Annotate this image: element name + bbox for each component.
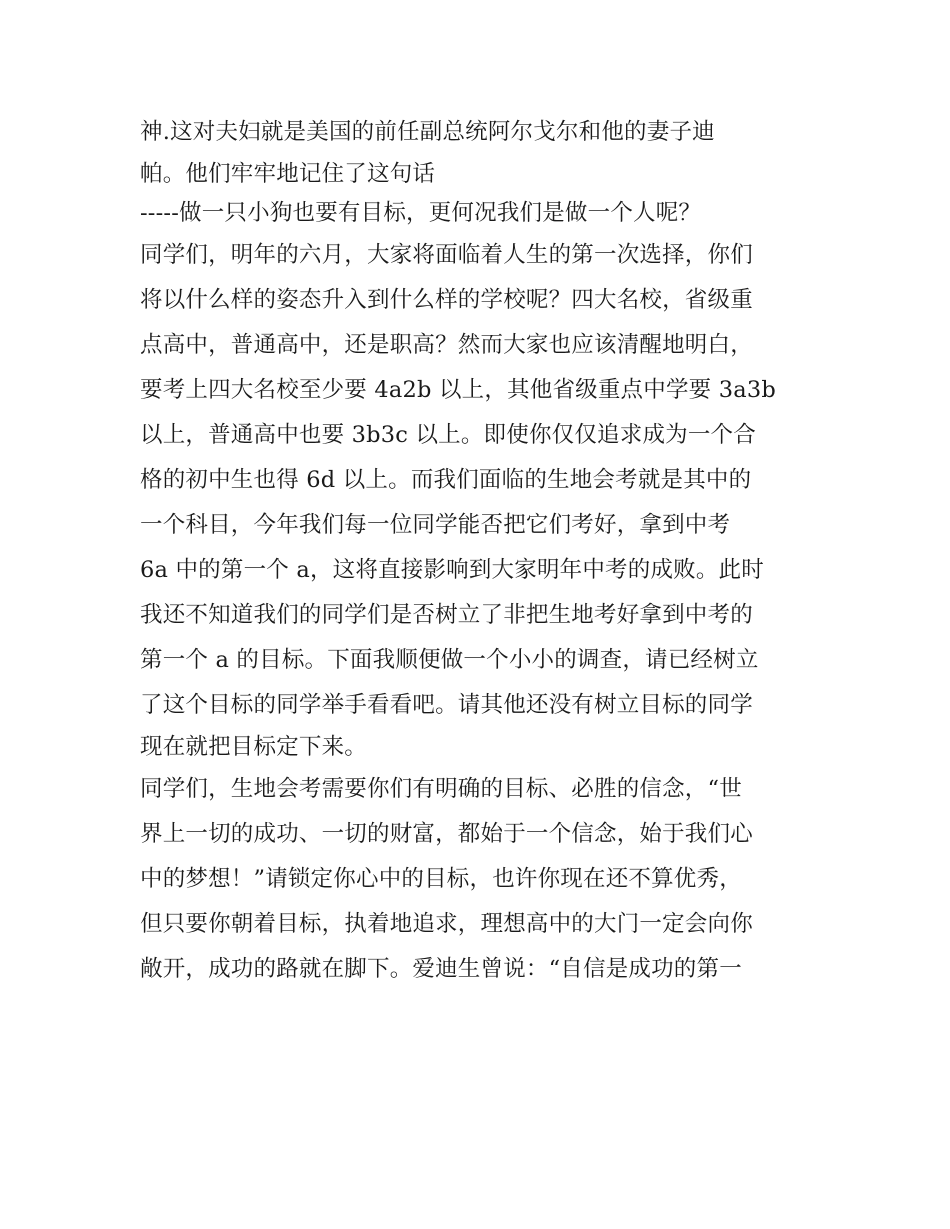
text-line: 界上一切的成功、一切的财富，都始于一个信念，始于我们心	[140, 821, 753, 847]
text-line: 将以什么样的姿态升入到什么样的学校呢？四大名校，省级重	[140, 287, 753, 313]
text-line: 要考上四大名校至少要 4a2b 以上，其他省级重点中学要 3a3b	[140, 377, 776, 403]
text-line: 神.这对夫妇就是美国的前任副总统阿尔戈尔和他的妻子迪	[140, 119, 715, 145]
text-line: -----做一只小狗也要有目标，更何况我们是做一个人呢？	[140, 200, 702, 226]
text-line: 中的梦想！”请锁定你心中的目标，也许你现在还不算优秀，	[140, 866, 742, 892]
text-line: 第一个 a 的目标。下面我顺便做一个小小的调查，请已经树立	[140, 647, 759, 673]
text-line: 一个科目，今年我们每一位同学能否把它们考好，拿到中考	[140, 512, 731, 538]
text-line: 但只要你朝着目标，执着地追求，理想高中的大门一定会向你	[140, 911, 753, 937]
body-text	[140, 110, 820, 992]
text-line: 帕。他们牢牢地记住了这句话	[140, 161, 436, 187]
text-line: 我还不知道我们的同学们是否树立了非把生地考好拿到中考的	[140, 602, 753, 628]
text-line: 现在就把目标定下来。	[140, 734, 368, 760]
text-line: 同学们，生地会考需要你们有明确的目标、必胜的信念，“世	[140, 776, 742, 802]
text-line: 点高中，普通高中，还是职高？然而大家也应该清醒地明白，	[140, 332, 753, 358]
text-line: 格的初中生也得 6d 以上。而我们面临的生地会考就是其中的	[140, 467, 752, 493]
text-line: 了这个目标的同学举手看看吧。请其他还没有树立目标的同学	[140, 692, 753, 718]
text-line: 敞开，成功的路就在脚下。爱迪生曾说：“自信是成功的第一	[140, 956, 742, 982]
text-line: 同学们，明年的六月，大家将面临着人生的第一次选择，你们	[140, 242, 753, 268]
text-line: 以上，普通高中也要 3b3c 以上。即使你仅仅追求成为一个合	[140, 422, 756, 448]
text-line: 6a 中的第一个 a，这将直接影响到大家明年中考的成败。此时	[140, 557, 764, 583]
